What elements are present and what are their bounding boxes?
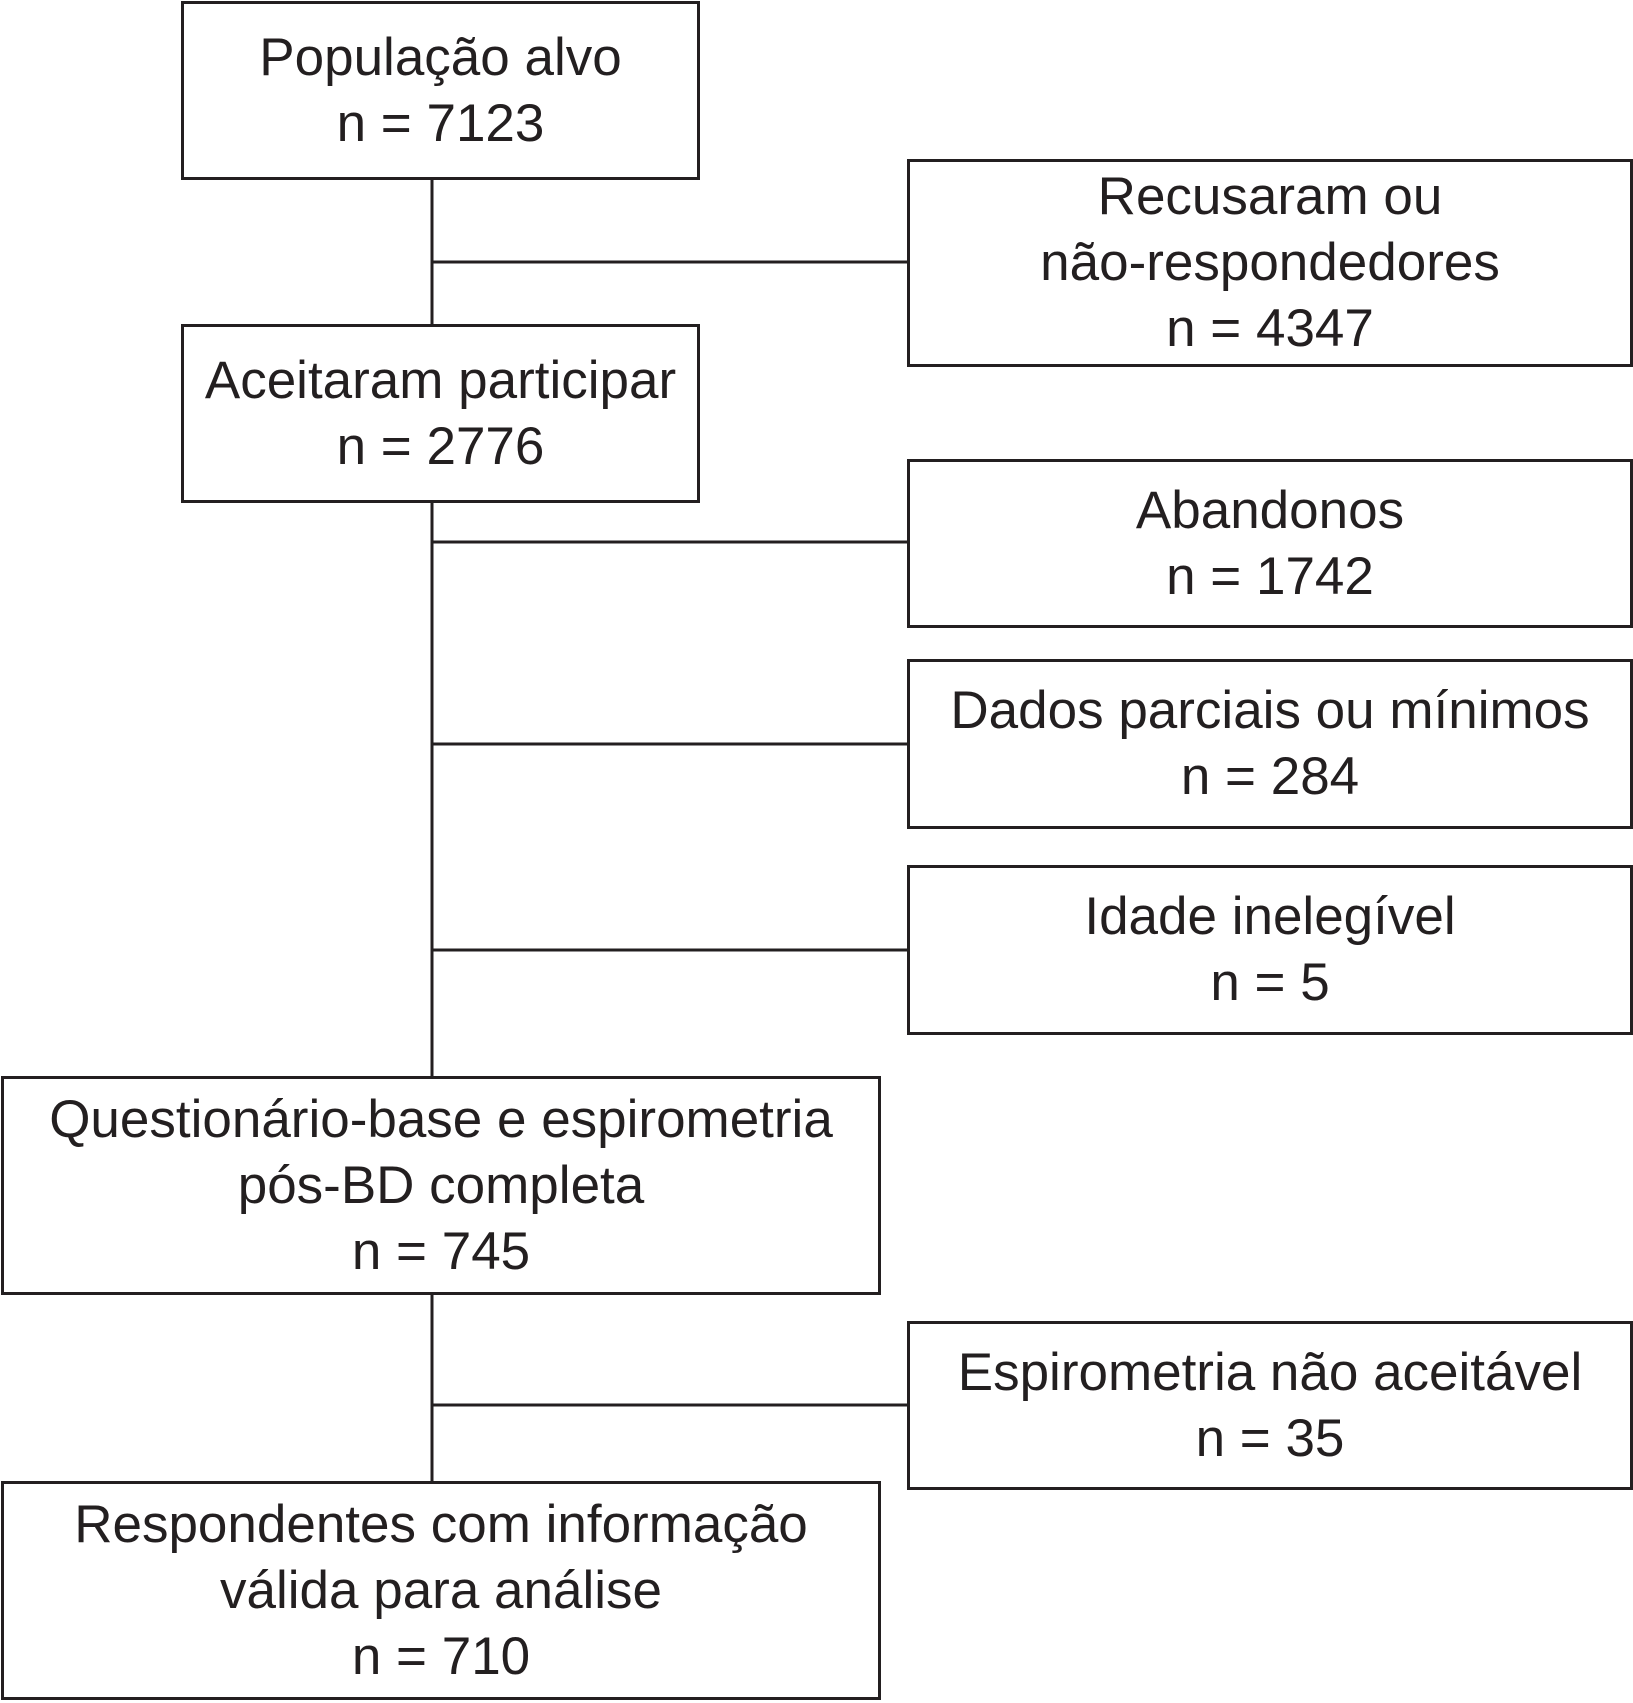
spirometry-unacceptable-box [907, 1321, 1633, 1490]
accepted-box [181, 324, 700, 503]
target-population-box [181, 1, 700, 180]
accepted-count: n = 2776 [336, 416, 545, 476]
spirometry-unacceptable-count: n = 35 [1195, 1408, 1345, 1468]
baseline-box [1, 1076, 881, 1295]
dropouts-count: n = 1742 [1166, 546, 1374, 606]
baseline-label-line2: pós-BD completa [237, 1155, 645, 1215]
target-population-label: População alvo [259, 27, 622, 87]
accepted-label: Aceitaram participar [204, 350, 677, 410]
respondents-label-line1: Respondentes com informação [74, 1494, 808, 1554]
refused-label-line1: Recusaram ou [1097, 167, 1443, 226]
baseline-label-line1: Questionário-base e espirometria [49, 1089, 833, 1149]
spirometry-unacceptable-label: Espirometria não aceitável [957, 1342, 1583, 1402]
partial-data-label: Dados parciais ou mínimos [950, 681, 1590, 740]
ineligible-age-count: n = 5 [1210, 953, 1330, 1012]
dropouts-box [907, 459, 1633, 628]
refused-count: n = 4347 [1166, 299, 1374, 358]
respondents-label-line2: válida para análise [220, 1560, 662, 1620]
target-population-count: n = 7123 [336, 93, 545, 153]
dropouts-label: Abandonos [1135, 480, 1405, 540]
partial-data-count: n = 284 [1180, 747, 1360, 806]
baseline-count: n = 745 [351, 1221, 531, 1281]
respondents-count: n = 710 [351, 1626, 531, 1686]
refused-box [907, 159, 1633, 367]
refused-label-line2: não-respondedores [1040, 233, 1500, 292]
partial-data-box [907, 659, 1633, 829]
ineligible-age-label: Idade inelegível [1084, 887, 1456, 946]
respondents-box [1, 1481, 881, 1700]
ineligible-age-box [907, 865, 1633, 1035]
